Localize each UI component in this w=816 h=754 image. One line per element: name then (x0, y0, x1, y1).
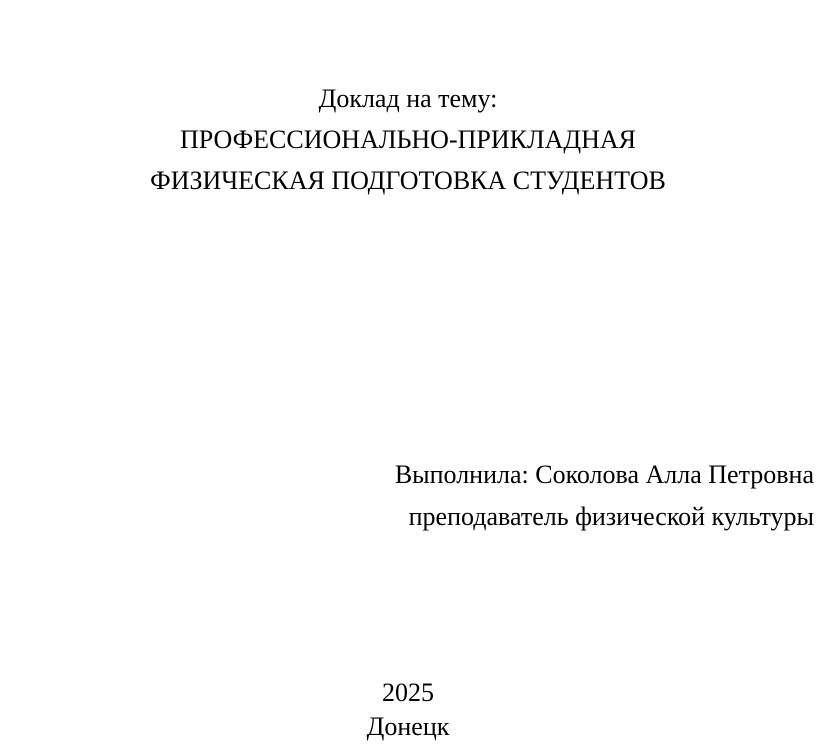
year-line: 2025 (382, 678, 434, 707)
author-name-line: Выполнила: Соколова Алла Петровна (394, 460, 814, 489)
author-block (0, 454, 814, 538)
author-role-line: преподаватель физической культуры (408, 502, 814, 531)
report-title-intro: Доклад на тему: (318, 84, 498, 113)
report-title-line-1: ПРОФЕССИОНАЛЬНО-ПРИКЛАДНАЯ (179, 125, 637, 154)
footer-block (0, 676, 816, 744)
city-line: Донецк (366, 712, 450, 741)
report-title-block (0, 78, 816, 201)
report-title-line-2: ФИЗИЧЕСКАЯ ПОДГОТОВКА СТУДЕНТОВ (150, 166, 666, 195)
